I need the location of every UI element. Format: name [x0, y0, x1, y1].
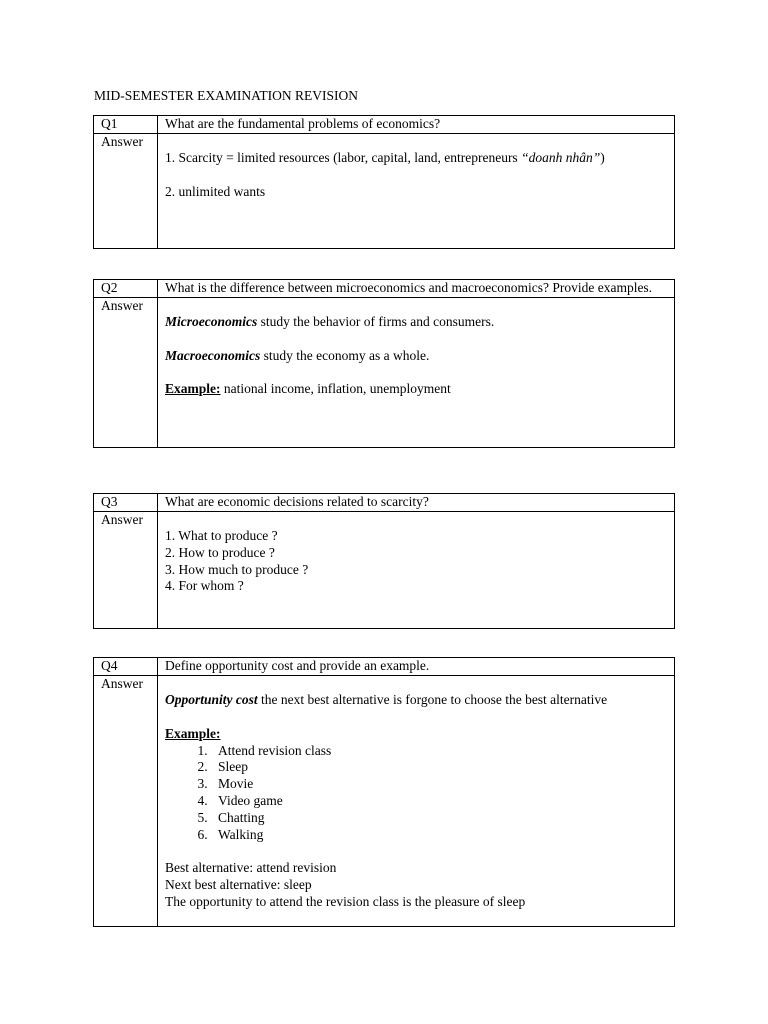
q3-answer-row: [94, 512, 675, 629]
q4-answer-row: [94, 676, 675, 927]
q2-question: What is the difference between microeconomics and macroeconomics? Provide examples.: [158, 280, 675, 298]
q3-question: What are economic decisions related to scarcity?: [158, 494, 675, 512]
list-item: 4. For whom ?: [165, 578, 244, 594]
q4-table: [93, 657, 675, 927]
list-item: 1. What to produce ?: [165, 528, 278, 543]
q4-definition: Opportunity cost the next best alternative is forgone to choose the best alternative: [165, 692, 608, 707]
q4-opportunity-statement: The opportunity to attend the revision class is the pleasure of sleep: [165, 893, 526, 909]
list-item: 5. Chatting: [211, 810, 668, 827]
q1-question: What are the fundamental problems of economics?: [158, 116, 675, 134]
q3-label: Q3: [94, 494, 158, 512]
list-item: 3. Movie: [211, 776, 668, 793]
q1-answer: [158, 134, 675, 249]
q4-best-alternative: Best alternative: attend revision: [165, 860, 337, 876]
q4-answer: [158, 676, 675, 927]
q2-table: [93, 279, 675, 448]
q3-answer-label: Answer: [94, 512, 158, 629]
list-item: 2. How to produce ?: [165, 544, 275, 560]
q2-answer-row: [94, 297, 675, 447]
q1-table: [93, 115, 675, 249]
q4-answer-label: Answer: [94, 676, 158, 927]
page-title: MID-SEMESTER EXAMINATION REVISION: [94, 88, 358, 103]
q2-macro-line: Macroeconomics study the economy as a whole.: [165, 347, 430, 363]
list-item: 3. How much to produce ?: [165, 561, 309, 577]
q4-example-label: Example:: [165, 725, 221, 741]
q1-question-row: [94, 116, 675, 134]
q4-next-best-alternative: Next best alternative: sleep: [165, 877, 312, 893]
q4-label: Q4: [94, 658, 158, 676]
q3-question-row: [94, 494, 675, 512]
q4-question-row: [94, 658, 675, 676]
q1-answer-row: [94, 134, 675, 249]
list-item: 2. Sleep: [211, 759, 668, 776]
q4-question: Define opportunity cost and provide an example.: [158, 658, 675, 676]
q2-answer-label: Answer: [94, 297, 158, 447]
q1-answer-line-1: 1. Scarcity = limited resources (labor, capital, land, entrepreneurs “doanh nhân”): [165, 150, 605, 165]
q2-label: Q2: [94, 280, 158, 298]
q1-label: Q1: [94, 116, 158, 134]
list-item: 1. Attend revision class: [211, 743, 668, 760]
list-item: 4. Video game: [211, 793, 668, 810]
q2-micro-line: Microeconomics study the behavior of firms and consumers.: [165, 313, 495, 329]
q2-example-line: Example: national income, inflation, unemployment: [165, 381, 451, 397]
q3-answer: [158, 512, 675, 629]
list-item: 6. Walking: [211, 827, 668, 844]
q1-answer-line-2: 2. unlimited wants: [165, 183, 266, 199]
q2-question-row: [94, 280, 675, 298]
q4-example-list: [165, 743, 668, 844]
q2-answer: [158, 297, 675, 447]
q3-table: [93, 493, 675, 629]
q1-answer-label: Answer: [94, 134, 158, 249]
